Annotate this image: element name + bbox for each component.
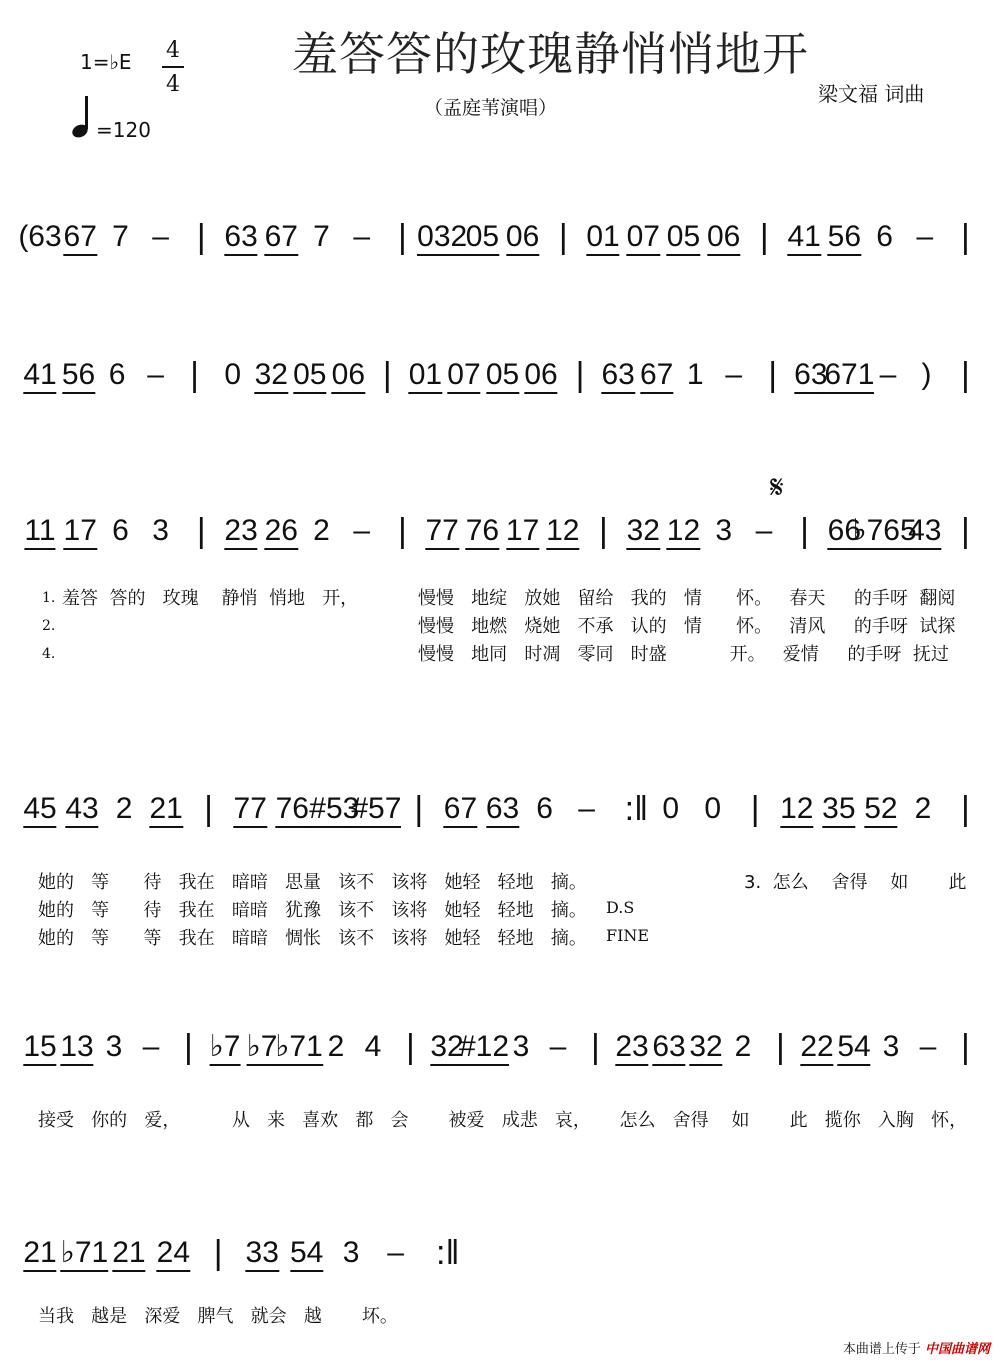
- note-group: 2: [914, 792, 932, 825]
- footer-credit: [843, 1338, 990, 1357]
- note-group: –: [919, 1030, 937, 1063]
- barline: |: [961, 218, 970, 256]
- ds-marking: D.S: [606, 898, 635, 917]
- note-group: #12: [459, 1030, 509, 1066]
- note-group: 01: [409, 358, 442, 394]
- lyric-line: 她的 等 等 我在 暗暗 惆怅 该不 该将 她轻 轻地 摘。: [38, 928, 587, 949]
- note-group: 0: [224, 358, 242, 391]
- verse-number-4: 4.: [42, 646, 56, 662]
- note-group: 4: [364, 1030, 382, 1063]
- note-group: 21: [23, 1236, 56, 1272]
- note-group: 6: [112, 514, 129, 547]
- note-group: 6: [108, 358, 126, 391]
- note-group: 2: [327, 1030, 345, 1063]
- note-group: 67: [265, 220, 298, 256]
- lyric-line: 她的 等 待 我在 暗暗 犹豫 该不 该将 她轻 轻地 摘。: [38, 900, 587, 921]
- barline: |: [961, 512, 970, 550]
- barline: |: [961, 356, 970, 394]
- lyric-line: 慢慢 地绽 放她 留给 我的 情 怀。 春天 的手呀 翻阅: [418, 588, 956, 609]
- lyric-line: 羞答 答的 玫瑰 静悄 悄地 开，: [62, 588, 359, 609]
- barline: |: [591, 1028, 600, 1066]
- note-group: –: [916, 220, 934, 253]
- barline: :‖: [436, 1234, 460, 1272]
- note-group: 671: [824, 358, 874, 394]
- note-group: 3: [512, 1030, 530, 1063]
- note-group: 06: [332, 358, 365, 394]
- lyric-line: 接受 你的 爱， 从 来 喜欢 都 会 被爱 成悲 哀， 怎么 舍得 如 此 揽你 入胸 怀，: [38, 1110, 968, 1131]
- note-group: 3: [715, 514, 733, 547]
- song-title: 羞答答的玫瑰静悄悄地开: [292, 27, 809, 81]
- note-group: #57: [351, 792, 401, 828]
- note-group: –: [387, 1236, 404, 1269]
- footer-site: 中国曲谱网: [924, 1342, 990, 1357]
- barline: |: [961, 790, 970, 828]
- note-group: 13: [60, 1030, 93, 1066]
- note-group: 05: [667, 220, 700, 256]
- footer-text: 本曲谱上传于: [842, 1342, 921, 1357]
- barline: |: [397, 218, 407, 256]
- fine-marking: FINE: [606, 926, 650, 945]
- note-group: 07: [447, 358, 480, 394]
- note-group: 0: [704, 792, 722, 825]
- note-group: 3: [105, 1030, 123, 1063]
- note-group: 12: [780, 792, 813, 828]
- note-group: 7: [112, 220, 129, 253]
- note-group: 15: [23, 1030, 56, 1066]
- note-group: 35: [822, 792, 855, 828]
- note-group: 3: [882, 1030, 900, 1063]
- note-group: 3: [152, 514, 169, 547]
- note-group: –: [549, 1030, 567, 1063]
- barline: |: [406, 1028, 415, 1066]
- lyric-line: 她的 等 待 我在 暗暗 思量 该不 该将 她轻 轻地 摘。: [38, 872, 587, 893]
- note-group: (63: [18, 220, 62, 253]
- lyric-line: 3. 怎么 舍得 如 此: [744, 872, 967, 893]
- note-group: –: [142, 1030, 160, 1063]
- barline: :‖: [624, 790, 649, 828]
- note-group: 05: [486, 358, 519, 394]
- note-group: 6: [876, 220, 893, 253]
- note-group: 63: [486, 792, 519, 828]
- note-group: 54: [837, 1030, 870, 1066]
- barline: |: [768, 356, 778, 394]
- note-group: 06: [506, 220, 539, 256]
- barline: |: [759, 218, 769, 256]
- verse-number-2: 2.: [42, 618, 56, 634]
- note-group: ♭765: [852, 514, 916, 550]
- note-group: ♭71: [275, 1030, 323, 1066]
- note-group: 32: [255, 358, 288, 394]
- note-group: 41: [23, 358, 56, 394]
- note-group: 32: [627, 514, 660, 550]
- note-group: 77: [425, 514, 458, 550]
- note-group: 11: [24, 514, 55, 550]
- note-group: –: [353, 514, 371, 547]
- barline: |: [558, 218, 568, 256]
- barline: |: [750, 790, 760, 828]
- note-group: 2: [115, 792, 133, 825]
- note-group: 52: [864, 792, 897, 828]
- note-group: 77: [234, 792, 267, 828]
- time-signature-top: 4: [166, 38, 180, 63]
- key-signature: 1=♭E: [80, 50, 132, 74]
- note-group: 43: [908, 514, 941, 550]
- note-group: –: [353, 220, 371, 253]
- note-group: –: [578, 792, 595, 825]
- note-group: 2: [313, 514, 330, 547]
- lyric-line: 当我 越是 深爱 脾气 就会 越 坏。: [38, 1306, 398, 1327]
- note-group: 54: [290, 1236, 323, 1272]
- note-group: 76: [276, 792, 309, 828]
- note-group: 56: [828, 220, 861, 256]
- composer-credit: 梁文福 词曲: [818, 82, 925, 106]
- note-group: 21: [112, 1236, 145, 1272]
- note-group: 12: [546, 514, 579, 550]
- note-group: 67: [444, 792, 477, 828]
- note-group: 56: [62, 358, 95, 394]
- note-group: 67: [640, 358, 673, 394]
- note-group: 43: [65, 792, 98, 828]
- note-group: –: [755, 514, 773, 547]
- barline: |: [204, 790, 214, 828]
- note-group: 23: [224, 514, 257, 550]
- barline: |: [184, 1028, 193, 1066]
- note-group: 45: [23, 792, 56, 828]
- barline: |: [190, 356, 199, 394]
- note-group: 07: [627, 220, 660, 256]
- note-group: 67: [64, 220, 97, 256]
- note-group: 63: [224, 220, 257, 256]
- note-group: –: [879, 358, 897, 391]
- barline: |: [213, 1234, 223, 1272]
- note-group: 2: [734, 1030, 752, 1063]
- note-group: 032: [417, 220, 467, 256]
- note-group: 22: [800, 1030, 833, 1066]
- note-group: –: [725, 358, 743, 391]
- note-group: 7: [313, 220, 330, 253]
- note-group: 63: [794, 358, 827, 394]
- note-group: 01: [586, 220, 619, 256]
- note-group: 17: [506, 514, 539, 550]
- note-group: ♭7: [247, 1030, 278, 1066]
- note-group: 12: [667, 514, 700, 550]
- note-group: –: [152, 220, 169, 253]
- lyric-line: 慢慢 地燃 烧她 不承 认的 情 怀。 清风 的手呀 试探: [418, 616, 956, 637]
- note-group: 24: [157, 1236, 190, 1272]
- note-group: 76: [466, 514, 499, 550]
- note-stem: [85, 96, 88, 129]
- barline: |: [196, 512, 206, 550]
- note-group: 05: [293, 358, 326, 394]
- note-group: 23: [615, 1030, 648, 1066]
- staff-system-6: [0, 1236, 1000, 1346]
- barline: |: [599, 512, 608, 550]
- note-group: 63: [601, 358, 634, 394]
- barline: |: [961, 1028, 970, 1066]
- note-group: 06: [524, 358, 557, 394]
- barline: |: [776, 1028, 785, 1066]
- verse-number-1: 1.: [42, 590, 56, 606]
- note-group: #53: [309, 792, 359, 828]
- staff-system-1: [0, 220, 1000, 330]
- time-divider: [162, 66, 184, 68]
- barline: |: [382, 356, 392, 394]
- note-group: –: [147, 358, 164, 391]
- note-group: 06: [707, 220, 740, 256]
- tempo-marking: =120: [96, 118, 151, 142]
- note-group: 3: [342, 1236, 360, 1269]
- note-group: 21: [149, 792, 182, 828]
- note-group: 32: [689, 1030, 722, 1066]
- note-group: 17: [64, 514, 97, 550]
- note-group: 63: [652, 1030, 685, 1066]
- note-group: 0: [662, 792, 680, 825]
- note-group: ♭7: [210, 1030, 241, 1066]
- note-group: 05: [466, 220, 499, 256]
- barline: |: [575, 356, 585, 394]
- segno-icon: 𝄋: [770, 468, 784, 506]
- note-group: 32: [430, 1030, 463, 1066]
- barline: |: [414, 790, 424, 828]
- time-signature-bottom: 4: [166, 72, 180, 97]
- note-group: 1: [686, 358, 704, 391]
- note-group: 66: [828, 514, 861, 550]
- lyric-line: 慢慢 地同 时凋 零同 时盛 开。 爱情 的手呀 抚过: [418, 644, 949, 665]
- barline: |: [196, 218, 206, 256]
- note-group: 6: [536, 792, 553, 825]
- performer: （孟庭苇演唱）: [424, 97, 558, 119]
- note-group: 26: [265, 514, 298, 550]
- note-group: ): [921, 358, 932, 391]
- note-group: ♭71: [61, 1236, 109, 1272]
- barline: |: [397, 512, 407, 550]
- barline: |: [800, 512, 809, 550]
- note-group: 33: [246, 1236, 279, 1272]
- staff-system-2: [0, 358, 1000, 468]
- note-group: 41: [787, 220, 820, 256]
